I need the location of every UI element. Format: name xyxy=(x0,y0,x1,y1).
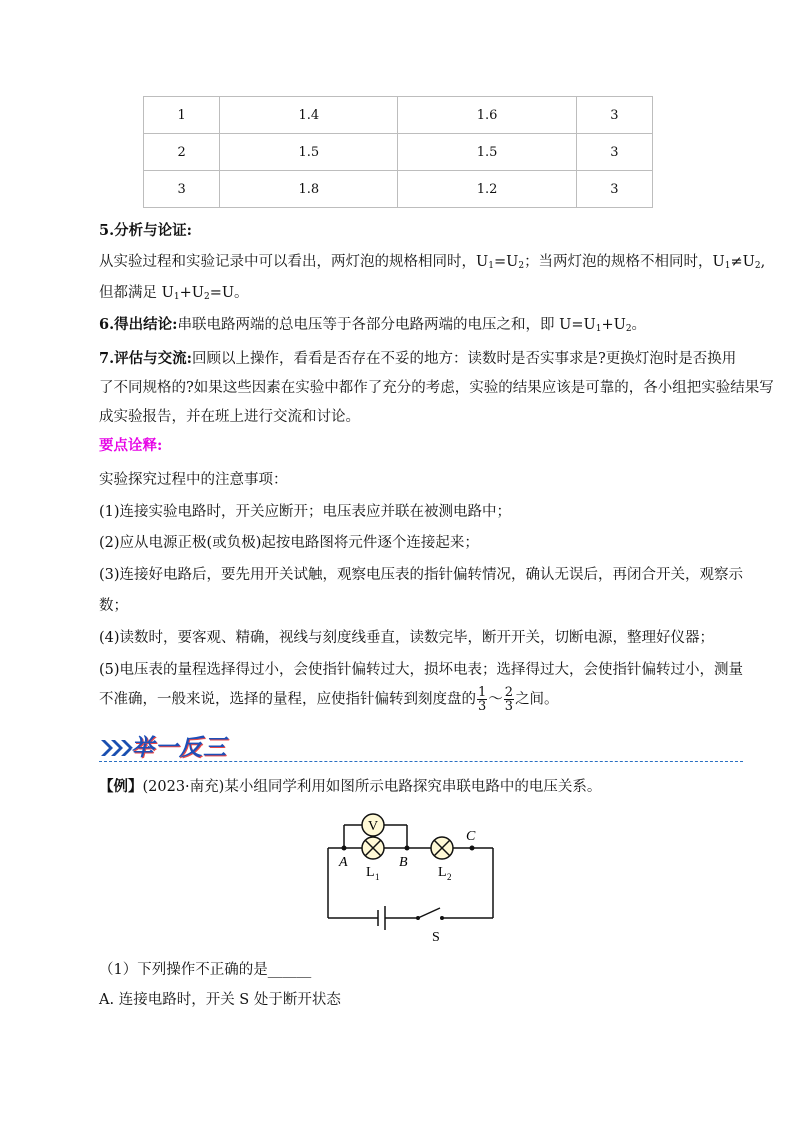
text: 。 xyxy=(631,317,647,333)
text: ≠U xyxy=(730,254,755,270)
text: , xyxy=(760,254,766,270)
text: +U xyxy=(179,285,204,301)
circuit-diagram xyxy=(318,800,502,944)
text: 回顾以上操作，看看是否存在不妥的地方：读数时是否实事求是?更换灯泡时是否换用 xyxy=(192,351,737,367)
table-cell: 3 xyxy=(576,134,652,171)
subscript: 1 xyxy=(595,324,602,334)
lamp-2-subscript: 2 xyxy=(447,872,452,882)
fraction-two-thirds xyxy=(504,686,514,713)
section-banner xyxy=(99,728,229,764)
section-6 xyxy=(99,313,646,334)
table-cell: 3 xyxy=(576,97,652,134)
section-5-line-1 xyxy=(99,250,765,271)
question-1: （1）下列操作不正确的是______ xyxy=(99,962,312,978)
text: 但都满足 U xyxy=(99,285,174,301)
table-row xyxy=(144,134,653,171)
example-line xyxy=(99,775,601,796)
table-cell: 1.6 xyxy=(398,97,576,134)
fraction-one-third xyxy=(477,686,487,713)
text: ；当两灯泡的规格不相同时，U xyxy=(524,254,725,270)
text: 串联电路两端的总电压等于各部分电路两端的电压之和，即 U=U xyxy=(177,317,596,333)
banner-text: 举一反三 xyxy=(131,735,227,761)
table-cell: 1.5 xyxy=(220,134,398,171)
text: ～ xyxy=(488,691,503,708)
section-heading: 6.得出结论: xyxy=(99,316,178,333)
table-cell: 3 xyxy=(144,171,220,208)
banner-divider xyxy=(99,761,743,762)
numerator: 2 xyxy=(504,685,514,700)
section-7-line-3: 成实验报告，并在班上进行交流和讨论。 xyxy=(99,409,360,425)
option-a: A. 连接电路时，开关 S 处于断开状态 xyxy=(99,992,341,1008)
subscript: 2 xyxy=(754,261,761,271)
note-5-line-2 xyxy=(99,686,559,713)
table-cell: 2 xyxy=(144,134,220,171)
text: 从实验过程和实验记录中可以看出，两灯泡的规格相同时，U xyxy=(99,254,489,270)
notes-intro: 实验探究过程中的注意事项： xyxy=(99,472,288,488)
lamp-1-label: L xyxy=(366,865,375,880)
subscript: 2 xyxy=(625,324,632,334)
text: =U。 xyxy=(209,285,249,301)
denominator: 3 xyxy=(504,699,514,714)
section-5-heading xyxy=(99,219,192,240)
table-cell: 1.4 xyxy=(220,97,398,134)
section-7-line-2: 了不同规格的?如果这些因素在实验中都作了充分的考虑，实验的结果应该是可靠的，各小组把实验结果写 xyxy=(99,380,774,396)
numerator: 1 xyxy=(478,685,487,700)
example-source: (2023·南充) xyxy=(142,779,225,795)
point-b-label: B xyxy=(399,855,408,870)
section-5-line-2 xyxy=(99,281,249,302)
note-3-line-2: 数； xyxy=(99,598,128,614)
table-cell: 1.2 xyxy=(398,171,576,208)
table-cell: 1.5 xyxy=(398,134,576,171)
text: 之间。 xyxy=(515,691,559,708)
point-c-label: C xyxy=(466,829,476,844)
denominator: 3 xyxy=(478,699,487,714)
text: +U xyxy=(601,317,626,333)
section-heading: 7.评估与交流: xyxy=(99,350,192,367)
table-cell: 1 xyxy=(144,97,220,134)
note-5-line-1: (5)电压表的量程选择得过小，会使指针偏转过大，损坏电表；选择得过大，会使指针偏转过小，测量 xyxy=(99,662,744,678)
table-row xyxy=(144,171,653,208)
switch-label: S xyxy=(432,930,440,944)
subscript: 1 xyxy=(173,292,180,302)
point-a-label: A xyxy=(339,855,348,870)
note-3-line-1: (3)连接好电路后，要先用开关试触，观察电压表的指针偏转情况，确认无误后，再闭合开关，观察示 xyxy=(99,567,744,583)
table-row xyxy=(144,97,653,134)
subscript: 1 xyxy=(724,261,731,271)
note-4: (4)读数时，要客观、精确，视线与刻度线垂直，读数完毕，断开开关，切断电源，整理好仪器； xyxy=(99,630,715,646)
data-table xyxy=(143,96,653,208)
table-cell: 1.8 xyxy=(220,171,398,208)
subscript: 2 xyxy=(518,261,525,271)
text: =U xyxy=(493,254,519,270)
note-1: (1)连接实验电路时，开关应断开；电压表应并联在被测电路中； xyxy=(99,504,512,520)
example-label: 【例】 xyxy=(99,778,143,795)
note-2: (2)应从电源正极(或负极)起按电路图将元件逐个连接起来； xyxy=(99,535,479,551)
subscript: 1 xyxy=(488,261,494,271)
notes-heading: 要点诠释: xyxy=(99,437,163,454)
voltmeter-label: V xyxy=(367,819,379,834)
subscript: 2 xyxy=(203,292,210,302)
lamp-1-subscript: 1 xyxy=(375,872,380,882)
text: 不准确，一般来说，选择的量程，应使指针偏转到刻度盘的 xyxy=(99,691,476,708)
lamp-2-label: L xyxy=(438,865,447,880)
section-7-line-1 xyxy=(99,347,736,368)
example-text: 某小组同学利用如图所示电路探究串联电路中的电压关系。 xyxy=(224,779,602,795)
table-cell: 3 xyxy=(576,171,652,208)
section-heading: 5.分析与论证: xyxy=(99,222,192,239)
